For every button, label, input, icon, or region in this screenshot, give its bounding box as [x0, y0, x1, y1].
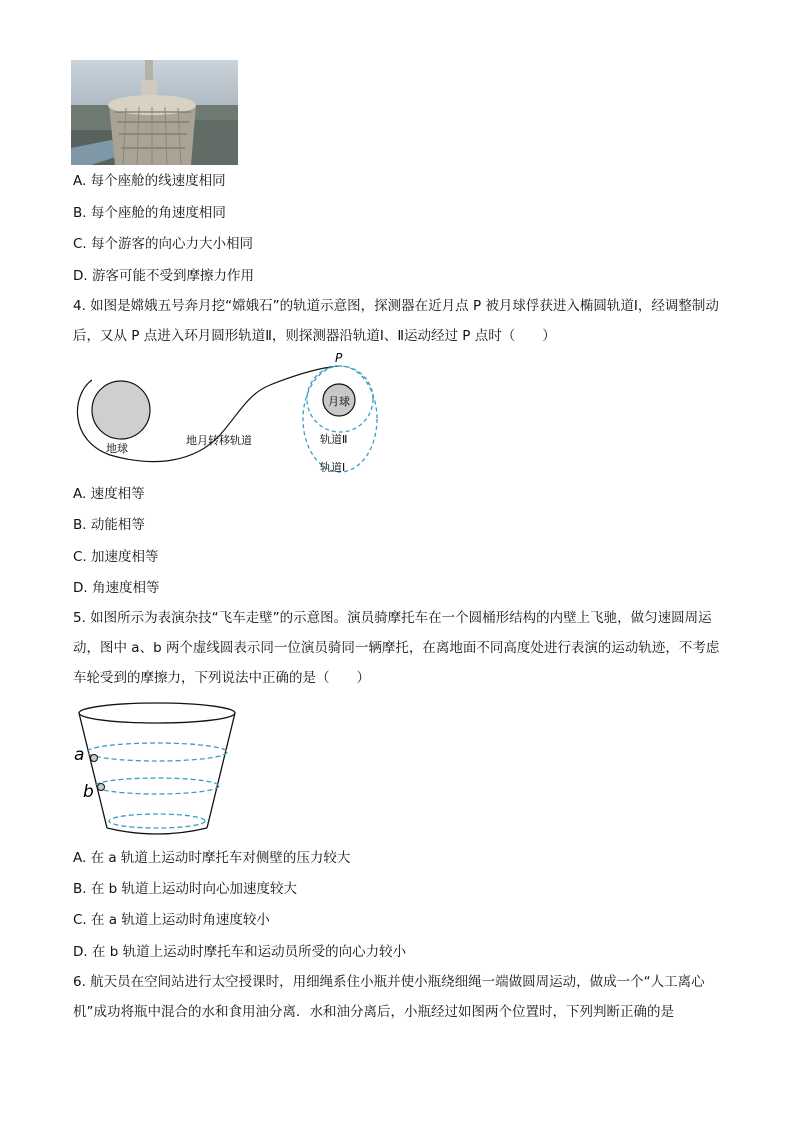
q3-option-a: A. 每个座舱的线速度相同 — [73, 173, 226, 189]
q5-stem: 5. 如图所示为表演杂技“飞车走壁”的示意图。演员骑摩托车在一个圆桶形结构的内壁上飞驰，做匀速圆周运动，图中 a、b 两个虚线圆表示同一位演员骑同一辆摩托，在离地面不同高度处进行表演的运动轨迹，不考虑车轮受到的摩擦力，下列说法中正确的是（ ） — [73, 610, 720, 686]
orbit-bottom — [109, 814, 205, 828]
bucket-diagram — [72, 700, 247, 840]
bucket-rim — [79, 703, 235, 723]
bucket-right-wall — [207, 713, 235, 828]
orbit-2-label: 轨道Ⅱ — [320, 433, 348, 446]
q6-stem: 6. 航天员在空间站进行太空授课时，用细绳系住小瓶并使小瓶绕细绳一端做圆周运动，做成一个“人工离心机”成功将瓶中混合的水和食用油分离．水和油分离后，小瓶经过如图两个位置时，下列判断正确的是 — [73, 974, 705, 1020]
earth-label: 地球 — [106, 442, 128, 455]
bucket-bottom — [107, 828, 207, 834]
q4-option-c: C. 加速度相等 — [73, 549, 159, 565]
q3-option-b: B. 每个座舱的角速度相同 — [73, 205, 226, 221]
point-p-label: P — [335, 351, 343, 365]
q5-option-c: C. 在 a 轨道上运动时角速度较小 — [73, 912, 270, 928]
q3-option-d: D. 游客可能不受到摩擦力作用 — [73, 268, 254, 284]
q5-option-d: D. 在 b 轨道上运动时摩托车和运动员所受的向心力较小 — [73, 944, 407, 960]
transfer-orbit-label: 地月转移轨道 — [186, 434, 252, 447]
orbit-b — [95, 778, 219, 794]
label-b: b — [83, 782, 94, 802]
earth-circle — [92, 381, 150, 439]
orbit-1-label: 轨道Ⅰ — [320, 461, 346, 474]
lunar-orbit-diagram — [70, 350, 390, 480]
q5-option-a: A. 在 a 轨道上运动时摩托车对侧壁的压力较大 — [73, 850, 351, 866]
q4-option-d: D. 角速度相等 — [73, 580, 160, 596]
label-a: a — [74, 745, 85, 765]
rider-a-dot — [91, 755, 98, 762]
q5-option-b: B. 在 b 轨道上运动时向心加速度较大 — [73, 881, 297, 897]
q4-option-a: A. 速度相等 — [73, 486, 145, 502]
q4-option-b: B. 动能相等 — [73, 517, 145, 533]
q4-stem: 4. 如图是嫦娥五号奔月挖“嫦娥石”的轨道示意图，探测器在近月点 P 被月球俘获进入椭圆轨道Ⅰ，经调整制动后，又从 P 点进入环月圆形轨道Ⅱ，则探测器沿轨道Ⅰ、Ⅱ运动经过 P 点时（ ） — [73, 298, 719, 344]
rider-b-dot — [98, 784, 105, 791]
moon-label: 月球 — [328, 395, 350, 408]
bucket-left-wall — [79, 713, 107, 828]
q3-option-c: C. 每个游客的向心力大小相同 — [73, 236, 254, 252]
tower-photo — [71, 60, 238, 165]
orbit-a — [87, 743, 227, 761]
